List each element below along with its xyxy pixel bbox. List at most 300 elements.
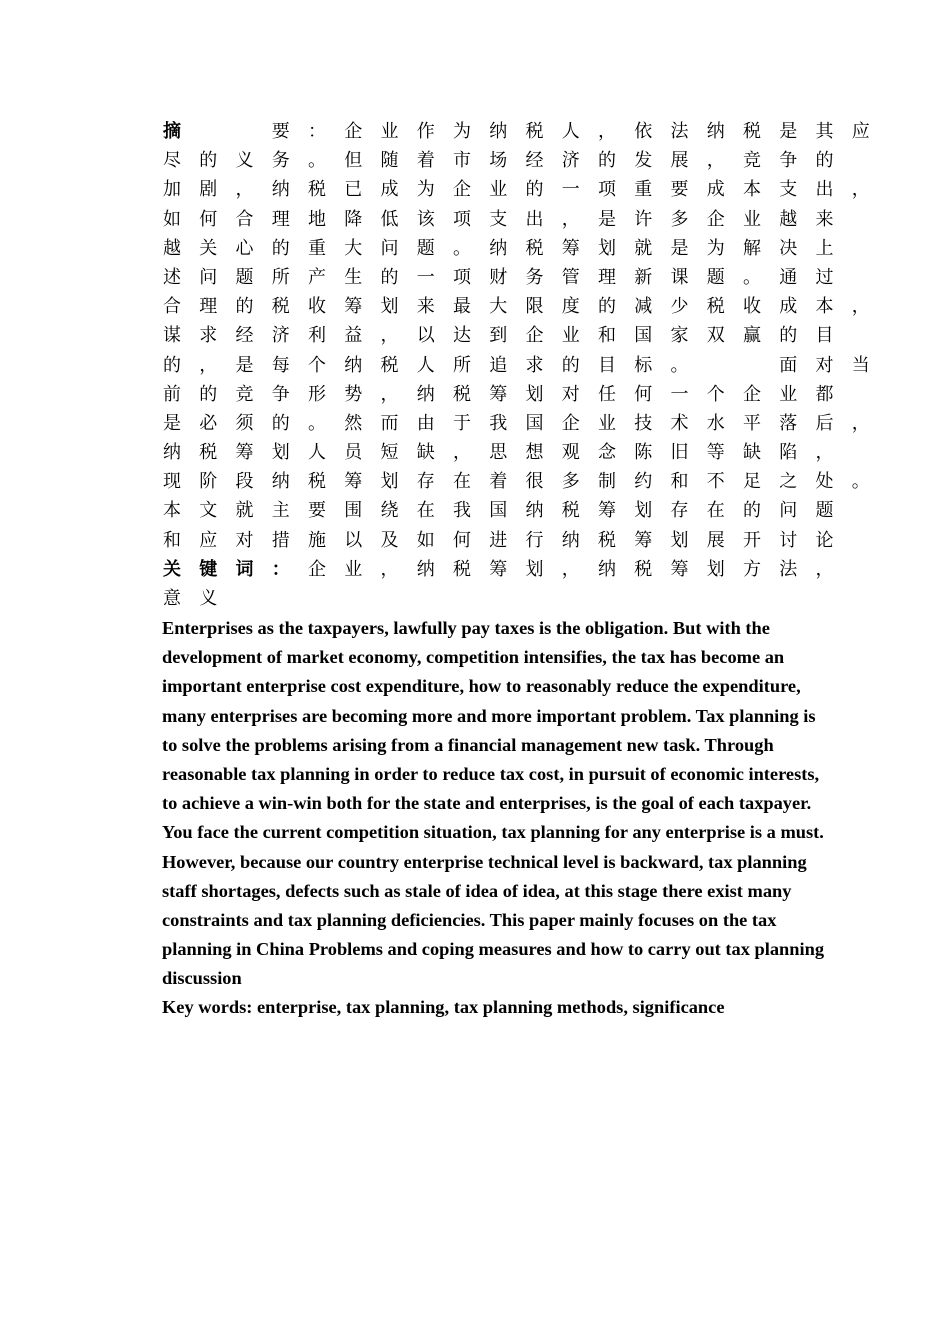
- cn-char: 陈: [634, 442, 653, 464]
- cn-char: [742, 351, 762, 380]
- cn-char: 筹: [598, 500, 616, 522]
- cn-char: 本: [743, 179, 761, 201]
- cn-char: 处: [815, 471, 834, 493]
- cn-char: 文: [199, 500, 218, 522]
- en-keywords: Key words: enterprise, tax planning, tax planning methods, significance: [162, 997, 725, 1018]
- cn-char: 落: [779, 412, 798, 434]
- cn-char: 理: [199, 296, 218, 318]
- cn-char: 过: [815, 266, 834, 288]
- cn-char: 等: [706, 442, 725, 464]
- cn-char: 关: [199, 237, 218, 259]
- cn-char: 。: [743, 266, 761, 288]
- cn-char: 及: [380, 529, 399, 551]
- cn-char: 词: [235, 558, 254, 580]
- cn-char: 观: [561, 442, 580, 464]
- cn-abstract-line: [162, 438, 862, 467]
- cn-char: 竞: [743, 150, 761, 172]
- cn-char: 必: [199, 412, 218, 434]
- cn-abstract-line: [162, 467, 870, 496]
- cn-char: 于: [453, 412, 471, 434]
- cn-char: 但: [344, 150, 363, 172]
- cn-char: 度: [561, 296, 580, 318]
- cn-char: 个: [706, 383, 725, 405]
- cn-char: ，: [235, 179, 254, 201]
- cn-char: 是: [779, 121, 798, 142]
- cn-char: 企: [706, 208, 725, 230]
- cn-char: 筹: [235, 442, 254, 464]
- cn-char: 场: [489, 150, 508, 172]
- cn-char: ，: [815, 558, 834, 580]
- cn-char: 业: [743, 208, 761, 230]
- cn-char: 出: [815, 179, 834, 201]
- cn-char: 税: [453, 383, 471, 405]
- cn-char: 已: [344, 179, 363, 201]
- cn-char: 义: [235, 150, 254, 172]
- cn-char: 就: [235, 500, 254, 522]
- cn-char: 大: [489, 296, 508, 318]
- cn-char: 业: [380, 121, 399, 142]
- cn-abstract-line: [162, 321, 862, 350]
- cn-char: 题: [235, 266, 254, 288]
- cn-char: 税: [271, 296, 290, 318]
- cn-char: 和: [163, 529, 181, 551]
- cn-char: 的: [271, 412, 290, 434]
- cn-char: 赢: [743, 325, 761, 347]
- cn-char: 的: [815, 150, 834, 172]
- cn-char: 义: [199, 588, 218, 609]
- cn-char: 业: [779, 383, 798, 405]
- cn-char: ，: [851, 412, 870, 434]
- cn-char: 大: [344, 237, 363, 259]
- cn-char: [198, 117, 218, 146]
- cn-char: ，: [706, 150, 725, 172]
- cn-char: 对: [815, 354, 834, 376]
- cn-char: 到: [489, 325, 508, 347]
- cn-char: 要: [271, 121, 290, 142]
- cn-char: 一: [416, 266, 435, 288]
- cn-char: 该: [416, 208, 435, 230]
- en-abstract-line: Enterprises as the taxpayers, lawfully pay taxes is the obligation. But with the: [162, 618, 770, 638]
- cn-char: 段: [235, 471, 254, 493]
- cn-char: 税: [380, 354, 399, 376]
- cn-char: 主: [271, 500, 290, 522]
- cn-char: 济: [561, 150, 580, 172]
- cn-char: 纳: [525, 500, 544, 522]
- cn-char: 题: [815, 500, 834, 522]
- cn-char: 绕: [380, 500, 399, 522]
- cn-char: 多: [561, 471, 580, 493]
- cn-char: ：: [271, 558, 290, 580]
- cn-char: 企: [743, 383, 761, 405]
- cn-char: 要: [308, 500, 326, 522]
- cn-char: 企: [453, 179, 471, 201]
- cn-char: 纳: [416, 558, 435, 580]
- chinese-abstract: [162, 117, 870, 613]
- cn-char: 业: [598, 412, 616, 434]
- cn-char: 何: [453, 529, 471, 551]
- cn-char: 依: [634, 121, 653, 142]
- cn-char: 的: [743, 500, 761, 522]
- cn-char: 财: [489, 266, 508, 288]
- cn-char: 理: [598, 266, 616, 288]
- cn-char: 成: [380, 179, 399, 201]
- cn-char: 的: [199, 383, 218, 405]
- cn-char: 形: [308, 383, 326, 405]
- cn-keywords-line: [162, 584, 862, 613]
- cn-char: 想: [525, 442, 544, 464]
- cn-char: 短: [380, 442, 399, 464]
- cn-char: 存: [416, 471, 435, 493]
- cn-char: ，: [851, 179, 870, 201]
- cn-char: 是: [598, 208, 616, 230]
- cn-char: 重: [634, 179, 653, 201]
- cn-char: 合: [163, 296, 181, 318]
- cn-char: 项: [453, 208, 471, 230]
- cn-char: 筹: [344, 296, 363, 318]
- cn-char: 面: [779, 354, 798, 376]
- cn-char: 项: [598, 179, 616, 201]
- cn-char: 我: [489, 412, 508, 434]
- cn-char: ，: [815, 442, 834, 464]
- cn-char: 约: [634, 471, 653, 493]
- cn-char: 合: [235, 208, 254, 230]
- cn-char: ，: [561, 208, 580, 230]
- cn-char: 筹: [561, 237, 580, 259]
- cn-char: 题: [706, 266, 725, 288]
- cn-char: 经: [235, 325, 254, 347]
- cn-char: 在: [706, 500, 725, 522]
- cn-abstract-line: [162, 526, 862, 555]
- cn-char: 划: [598, 237, 616, 259]
- cn-char: 税: [706, 296, 725, 318]
- cn-abstract-line: [162, 409, 870, 438]
- cn-char: ，: [380, 383, 399, 405]
- cn-char: 法: [670, 121, 689, 142]
- cn-char: 低: [380, 208, 399, 230]
- cn-char: ，: [199, 354, 218, 376]
- cn-char: 的: [561, 354, 580, 376]
- cn-char: 应: [199, 529, 218, 551]
- cn-char: 任: [598, 383, 616, 405]
- cn-char: 发: [634, 150, 653, 172]
- cn-char: 筹: [634, 529, 653, 551]
- cn-char: 划: [380, 296, 399, 318]
- cn-char: 都: [815, 383, 834, 405]
- cn-char: 追: [489, 354, 508, 376]
- cn-char: 由: [416, 412, 435, 434]
- cn-char: 业: [489, 179, 508, 201]
- cn-char: 支: [489, 208, 508, 230]
- cn-abstract-line: [162, 263, 862, 292]
- cn-char: 。: [670, 354, 689, 376]
- cn-char: [706, 351, 726, 380]
- cn-char: 税: [308, 471, 326, 493]
- cn-char: 地: [308, 208, 326, 230]
- cn-char: 念: [598, 442, 616, 464]
- cn-char: 陷: [779, 442, 798, 464]
- cn-char: ，: [851, 296, 870, 318]
- cn-char: 的: [163, 354, 181, 376]
- cn-char: 上: [815, 237, 834, 259]
- cn-char: 其: [815, 121, 834, 142]
- cn-char: 业: [344, 558, 363, 580]
- cn-char: 如: [163, 208, 181, 230]
- cn-char: 的: [525, 179, 544, 201]
- cn-char: 纳: [489, 237, 508, 259]
- cn-char: 要: [670, 179, 689, 201]
- cn-char: 标: [634, 354, 653, 376]
- en-abstract-line: planning in China Problems and coping measures and how to carry out tax planning: [162, 939, 825, 960]
- cn-char: ，: [380, 558, 399, 580]
- cn-char: 求: [525, 354, 544, 376]
- cn-char: 出: [525, 208, 544, 230]
- cn-char: 纳: [489, 121, 508, 142]
- cn-char: 利: [308, 325, 326, 347]
- en-abstract-line: many enterprises are becoming more and more important problem. Tax planning is: [162, 705, 816, 726]
- cn-char: 的: [598, 296, 616, 318]
- cn-char: 述: [163, 266, 181, 288]
- cn-char: 员: [344, 442, 363, 464]
- cn-char: 税: [634, 558, 653, 580]
- cn-char: 就: [634, 237, 653, 259]
- cn-char: 施: [308, 529, 326, 551]
- cn-char: 法: [779, 558, 798, 580]
- cn-char: 以: [344, 529, 363, 551]
- cn-char: 后: [815, 412, 834, 434]
- cn-char: 决: [779, 237, 798, 259]
- cn-char: 现: [163, 471, 181, 493]
- cn-char: 来: [416, 296, 435, 318]
- cn-char: 纳: [598, 558, 616, 580]
- cn-char: 划: [670, 529, 689, 551]
- cn-char: 业: [561, 325, 580, 347]
- cn-char: 加: [163, 179, 181, 201]
- cn-char: 缺: [743, 442, 761, 464]
- cn-char: 收: [308, 296, 326, 318]
- cn-char: 人: [416, 354, 435, 376]
- cn-char: 着: [416, 150, 435, 172]
- cn-char: 国: [525, 412, 544, 434]
- en-abstract-line: to achieve a win-win both for the state and enterprises, is the goal of each taxpayer.: [162, 793, 812, 814]
- cn-char: 题: [416, 237, 435, 259]
- cn-char: 竞: [235, 383, 254, 405]
- cn-abstract-line: [162, 205, 862, 234]
- cn-char: 着: [489, 471, 508, 493]
- en-abstract-line: reasonable tax planning in order to reduce tax cost, in pursuit of economic interests,: [162, 763, 820, 784]
- cn-char: 企: [308, 558, 326, 580]
- cn-char: 纳: [344, 354, 363, 376]
- cn-char: 为: [706, 237, 725, 259]
- cn-char: 划: [706, 558, 725, 580]
- en-abstract-line: to solve the problems arising from a financial management new task. Through: [162, 734, 774, 755]
- cn-char: ：: [308, 121, 326, 142]
- en-abstract-line: You face the current competition situation, tax planning for any enterprise is a must.: [162, 822, 824, 843]
- cn-char: 纳: [271, 179, 290, 201]
- cn-abstract-line: [162, 292, 870, 321]
- cn-char: 当: [851, 354, 870, 376]
- cn-char: 和: [598, 325, 616, 347]
- cn-char: 所: [453, 354, 471, 376]
- cn-char: 摘: [163, 121, 181, 142]
- cn-char: 成: [706, 179, 725, 201]
- cn-char: 我: [453, 500, 471, 522]
- cn-char: 通: [779, 266, 798, 288]
- cn-char: 求: [199, 325, 218, 347]
- cn-char: 家: [670, 325, 689, 347]
- cn-char: 税: [199, 442, 218, 464]
- cn-char: 问: [779, 500, 798, 522]
- en-abstract-line: important enterprise cost expenditure, how to reasonably reduce the expenditure,: [162, 676, 801, 697]
- cn-char: 成: [779, 296, 798, 318]
- en-abstract-line: development of market economy, competition intensifies, the tax has become an: [162, 647, 785, 668]
- cn-char: 管: [561, 266, 580, 288]
- cn-char: 阶: [199, 471, 218, 493]
- cn-char: 不: [706, 471, 725, 493]
- cn-char: 少: [670, 296, 689, 318]
- cn-char: 的: [779, 325, 798, 347]
- cn-char: 税: [453, 558, 471, 580]
- cn-char: 务: [525, 266, 544, 288]
- cn-char: 产: [308, 266, 326, 288]
- cn-keywords-line: [162, 555, 862, 584]
- cn-char: 何: [199, 208, 218, 230]
- cn-char: 心: [235, 237, 254, 259]
- cn-char: 键: [199, 558, 218, 580]
- cn-char: 税: [743, 121, 761, 142]
- english-abstract: [162, 614, 862, 1023]
- cn-char: 关: [163, 558, 181, 580]
- cn-char: 论: [815, 529, 834, 551]
- cn-char: 方: [743, 558, 761, 580]
- cn-char: 纳: [706, 121, 725, 142]
- cn-char: 谋: [163, 325, 181, 347]
- cn-char: 须: [235, 412, 254, 434]
- cn-char: 展: [706, 529, 725, 551]
- cn-char: 人: [308, 442, 326, 464]
- cn-char: 税: [308, 179, 326, 201]
- cn-char: 划: [271, 442, 290, 464]
- cn-char: 随: [380, 150, 399, 172]
- cn-char: 。: [308, 412, 326, 434]
- cn-char: 作: [416, 121, 435, 142]
- cn-char: 。: [851, 471, 870, 493]
- cn-char: 的: [235, 296, 254, 318]
- cn-char: 在: [416, 500, 435, 522]
- cn-char: 问: [380, 237, 399, 259]
- cn-char: 新: [634, 266, 653, 288]
- cn-char: 划: [380, 471, 399, 493]
- cn-char: 技: [634, 412, 653, 434]
- cn-char: 足: [743, 471, 761, 493]
- cn-char: 国: [489, 500, 508, 522]
- cn-char: 而: [380, 412, 399, 434]
- cn-abstract-line: [162, 146, 862, 175]
- cn-char: 最: [453, 296, 471, 318]
- cn-abstract-line: [162, 175, 870, 204]
- cn-char: 。: [308, 150, 326, 172]
- cn-char: ，: [380, 325, 399, 347]
- cn-char: 市: [453, 150, 471, 172]
- cn-char: 的: [380, 266, 399, 288]
- cn-char: 益: [344, 325, 363, 347]
- cn-char: 是: [163, 412, 181, 434]
- cn-char: 前: [163, 383, 181, 405]
- cn-char: 在: [453, 471, 471, 493]
- cn-char: 越: [779, 208, 798, 230]
- cn-char: 务: [271, 150, 290, 172]
- en-abstract-line: discussion: [162, 968, 242, 989]
- cn-char: 划: [634, 500, 653, 522]
- cn-char: 减: [634, 296, 653, 318]
- cn-abstract-line: [162, 496, 862, 525]
- cn-char: 何: [634, 383, 653, 405]
- en-abstract-line: However, because our country enterprise technical level is backward, tax planning: [162, 851, 807, 872]
- cn-char: 围: [344, 500, 363, 522]
- cn-char: 本: [163, 500, 181, 522]
- cn-char: 和: [670, 471, 689, 493]
- cn-char: 纳: [561, 529, 580, 551]
- cn-char: 很: [525, 471, 544, 493]
- cn-char: 多: [670, 208, 689, 230]
- cn-char: 进: [489, 529, 508, 551]
- cn-char: 缺: [416, 442, 435, 464]
- cn-char: 为: [416, 179, 435, 201]
- cn-char: 达: [453, 325, 471, 347]
- cn-char: 目: [815, 325, 834, 347]
- cn-char: 以: [416, 325, 435, 347]
- cn-char: 争: [779, 150, 798, 172]
- cn-char: 筹: [344, 471, 363, 493]
- cn-char: 支: [779, 179, 798, 201]
- cn-char: 势: [344, 383, 363, 405]
- cn-char: 许: [634, 208, 653, 230]
- cn-char: 术: [670, 412, 689, 434]
- cn-char: 的: [598, 150, 616, 172]
- cn-char: 纳: [271, 471, 290, 493]
- cn-char: 本: [815, 296, 834, 318]
- cn-char: 筹: [489, 558, 508, 580]
- cn-char: ，: [561, 558, 580, 580]
- cn-char: 为: [453, 121, 471, 142]
- cn-char: 。: [453, 237, 471, 259]
- cn-char: 一: [670, 383, 689, 405]
- cn-char: 所: [271, 266, 290, 288]
- cn-char: 对: [235, 529, 254, 551]
- cn-char: 双: [706, 325, 725, 347]
- cn-char: 旧: [670, 442, 689, 464]
- cn-char: 个: [308, 354, 326, 376]
- cn-char: 是: [235, 354, 254, 376]
- cn-char: 经: [525, 150, 544, 172]
- cn-abstract-line: [162, 234, 862, 263]
- cn-char: 项: [453, 266, 471, 288]
- cn-char: 展: [670, 150, 689, 172]
- cn-char: 理: [271, 208, 290, 230]
- cn-char: 措: [271, 529, 290, 551]
- cn-char: 如: [416, 529, 435, 551]
- cn-char: 对: [561, 383, 580, 405]
- cn-char: 企: [525, 325, 544, 347]
- cn-char: 一: [561, 179, 580, 201]
- cn-char: 之: [779, 471, 798, 493]
- cn-char: 企: [344, 121, 363, 142]
- cn-char: 济: [271, 325, 290, 347]
- cn-char: 收: [743, 296, 761, 318]
- cn-char: 越: [163, 237, 181, 259]
- cn-char: 纳: [416, 383, 435, 405]
- en-abstract-line: constraints and tax planning deficiencies. This paper mainly focuses on the tax: [162, 909, 777, 930]
- en-abstract-line: staff shortages, defects such as stale of idea of idea, at this stage there exist many: [162, 880, 792, 901]
